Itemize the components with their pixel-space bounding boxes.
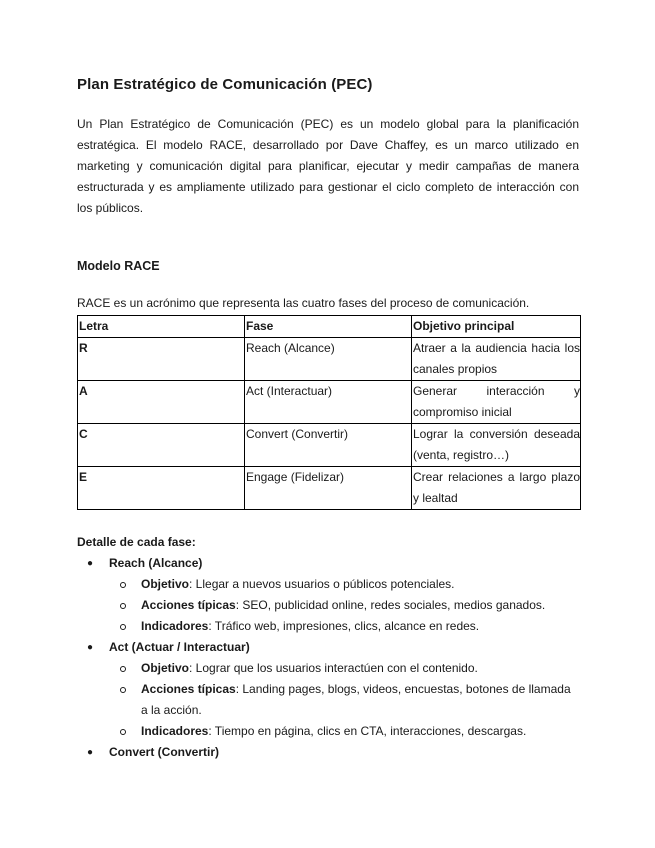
table-row	[78, 467, 581, 510]
row-objective: Crear relaciones a largo plazo y lealtad	[412, 467, 581, 510]
hollow-bullet-icon	[120, 666, 126, 672]
bullet-icon: ●	[87, 558, 94, 569]
item-label: Objetivo	[141, 661, 190, 675]
row-letter: C	[78, 424, 245, 467]
row-phase: Convert (Convertir)	[245, 424, 412, 467]
phase-name: Act (Actuar / Interactuar)	[109, 640, 250, 654]
row-letter: A	[78, 381, 245, 424]
sub-list	[109, 658, 580, 742]
item-text: : Tráfico web, impresiones, clics, alcance en redes.	[208, 619, 480, 633]
row-letter: E	[78, 467, 245, 510]
item-label: Objetivo	[141, 577, 190, 591]
phase-list	[77, 553, 580, 763]
list-item	[109, 595, 580, 616]
header-fase: Fase	[245, 316, 412, 338]
race-table	[77, 315, 581, 510]
item-text: : Llegar a nuevos usuarios o públicos potenciales.	[189, 577, 455, 591]
race-caption: RACE es un acrónimo que representa las cuatro fases del proceso de comunicación.	[77, 296, 530, 310]
item-label: Acciones típicas	[141, 682, 236, 696]
item-label: Indicadores	[141, 724, 209, 738]
header-letra: Letra	[78, 316, 245, 338]
table-row	[78, 424, 581, 467]
item-text: : Landing pages, blogs, videos, encuestas, botones de llamada a la acción.	[141, 682, 571, 717]
table-header-row	[78, 316, 581, 338]
table-row	[78, 338, 581, 381]
details-heading: Detalle de cada fase:	[77, 535, 196, 549]
phase-item	[77, 553, 580, 637]
row-objective: Lograr la conversión deseada (venta, registro…)	[412, 424, 581, 467]
row-phase: Reach (Alcance)	[245, 338, 412, 381]
list-item	[109, 574, 580, 595]
table-row	[78, 381, 581, 424]
list-item	[109, 616, 580, 637]
list-item	[109, 658, 580, 679]
list-item	[109, 679, 580, 721]
document-title: Plan Estratégico de Comunicación (PEC)	[77, 76, 373, 93]
intro-paragraph: Un Plan Estratégico de Comunicación (PEC) es un modelo global para la planificación estratégica. El modelo RACE, desarrollado por Dave Chaffey, es un marco utilizado en marketing y comunicación digital para planificar, ejecutar y medir campañas de manera estructurada y es ampliamente utilizado para gestionar el ciclo completo de interacción con los públicos.	[77, 117, 579, 215]
row-letter: R	[78, 338, 245, 381]
item-label: Indicadores	[141, 619, 209, 633]
phase-item	[77, 637, 580, 742]
hollow-bullet-icon	[120, 582, 126, 588]
row-objective: Generar interacción y compromiso inicial	[412, 381, 581, 424]
item-text: : Tiempo en página, clics en CTA, interacciones, descargas.	[208, 724, 527, 738]
hollow-bullet-icon	[120, 729, 126, 735]
sub-list	[109, 574, 580, 637]
bullet-icon: ●	[87, 747, 94, 758]
hollow-bullet-icon	[120, 624, 126, 630]
hollow-bullet-icon	[120, 603, 126, 609]
row-phase: Engage (Fidelizar)	[245, 467, 412, 510]
race-heading: Modelo RACE	[77, 259, 160, 273]
item-label: Acciones típicas	[141, 598, 236, 612]
header-objetivo: Objetivo principal	[412, 316, 581, 338]
row-objective: Atraer a la audiencia hacia los canales propios	[412, 338, 581, 381]
row-phase: Act (Interactuar)	[245, 381, 412, 424]
bullet-icon: ●	[87, 642, 94, 653]
item-text: : SEO, publicidad online, redes sociales, medios ganados.	[235, 598, 546, 612]
phase-name: Reach (Alcance)	[109, 556, 203, 570]
list-item	[109, 721, 580, 742]
item-text: : Lograr que los usuarios interactúen con el contenido.	[189, 661, 478, 675]
phase-item	[77, 742, 580, 763]
hollow-bullet-icon	[120, 687, 126, 693]
phase-name: Convert (Convertir)	[109, 745, 220, 759]
